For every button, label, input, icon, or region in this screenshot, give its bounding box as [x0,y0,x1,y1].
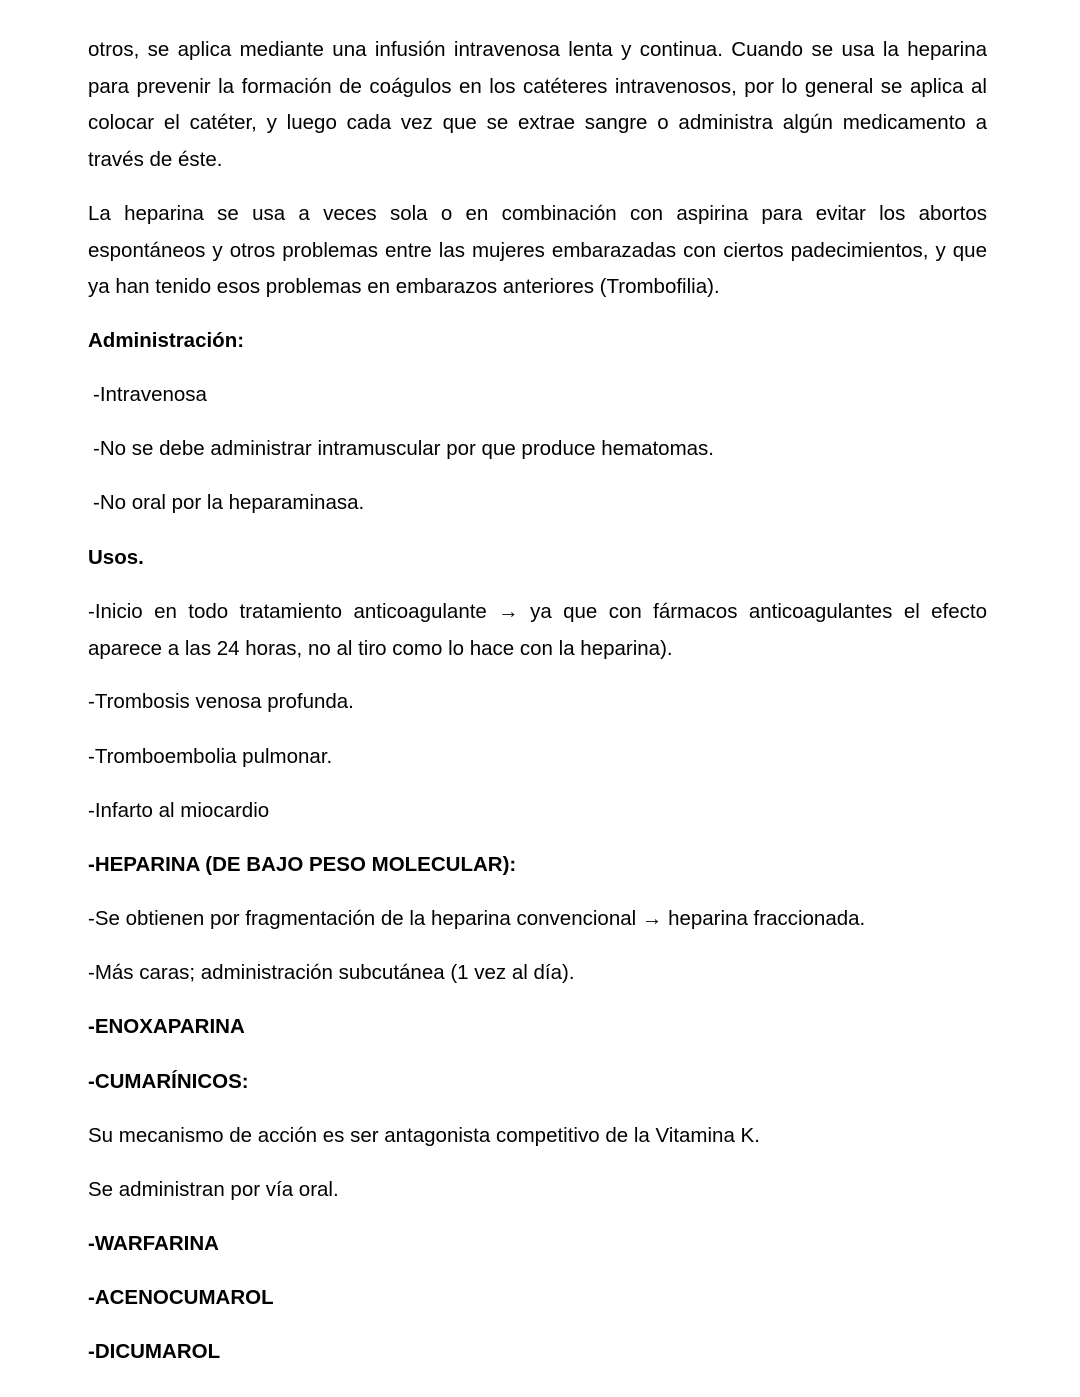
list-item-trombosis: -Trombosis venosa profunda. [88,690,354,713]
paragraph-line: colocar el catéter, y luego cada vez que se extrae sangre o administra algún medicamento a [88,111,987,135]
list-item-tromboembolia: -Tromboembolia pulmonar. [88,745,333,768]
paragraph-line: otros, se aplica mediante una infusión intravenosa lenta y continua. Cuando se usa la heparina [88,38,987,61]
paragraph-line: aparece a las 24 horas, no al tiro como lo hace con la heparina). [88,636,673,660]
paragraph-line: -Inicio en todo tratamiento anticoagulante → ya que con fármacos anticoagulantes el efecto [88,600,987,623]
paragraph-line: para prevenir la formación de coágulos en los catéteres intravenosos, por lo general se aplica al [88,74,987,98]
drug-acenocumarol: -ACENOCUMAROL [88,1286,274,1309]
drug-warfarina: -WARFARINA [88,1232,219,1255]
heading-usos: Usos. [88,546,144,569]
drug-dicumarol: -DICUMAROL [88,1340,221,1363]
list-item-intravenosa: -Intravenosa [93,383,207,406]
drug-enoxaparina: -ENOXAPARINA [88,1015,245,1038]
paragraph-heparin-pregnancy [88,196,987,306]
paragraph-line: ya han tenido esos problemas en embarazos anteriores (Trombofilia). [88,275,720,299]
list-item-infarto: -Infarto al miocardio [88,799,270,822]
list-item-subcutanea: -Más caras; administración subcutánea (1 vez al día). [88,961,575,984]
paragraph-line: través de éste. [88,147,223,171]
paragraph-line: La heparina se usa a veces sola o en combinación con aspirina para evitar los abortos [88,202,987,225]
heading-heparina-bajo-peso: -HEPARINA (DE BAJO PESO MOLECULAR): [88,853,517,876]
paragraph-line: espontáneos y otros problemas entre las mujeres embarazadas con ciertos padecimientos, y que [88,238,987,262]
list-item-inicio-tratamiento [88,594,987,667]
paragraph-heparin-infusion [88,32,987,178]
text-mecanismo-accion: Su mecanismo de acción es ser antagonista competitivo de la Vitamina K. [88,1124,760,1147]
list-item-intramuscular: -No se debe administrar intramuscular por que produce hematomas. [93,437,714,460]
heading-cumarinicos: -CUMARÍNICOS: [88,1070,249,1093]
list-item-fragmentacion: -Se obtienen por fragmentación de la heparina convencional → heparina fraccionada. [88,907,866,930]
text-via-oral: Se administran por vía oral. [88,1178,339,1201]
heading-administracion: Administración: [88,329,245,352]
list-item-oral: -No oral por la heparaminasa. [93,491,365,514]
